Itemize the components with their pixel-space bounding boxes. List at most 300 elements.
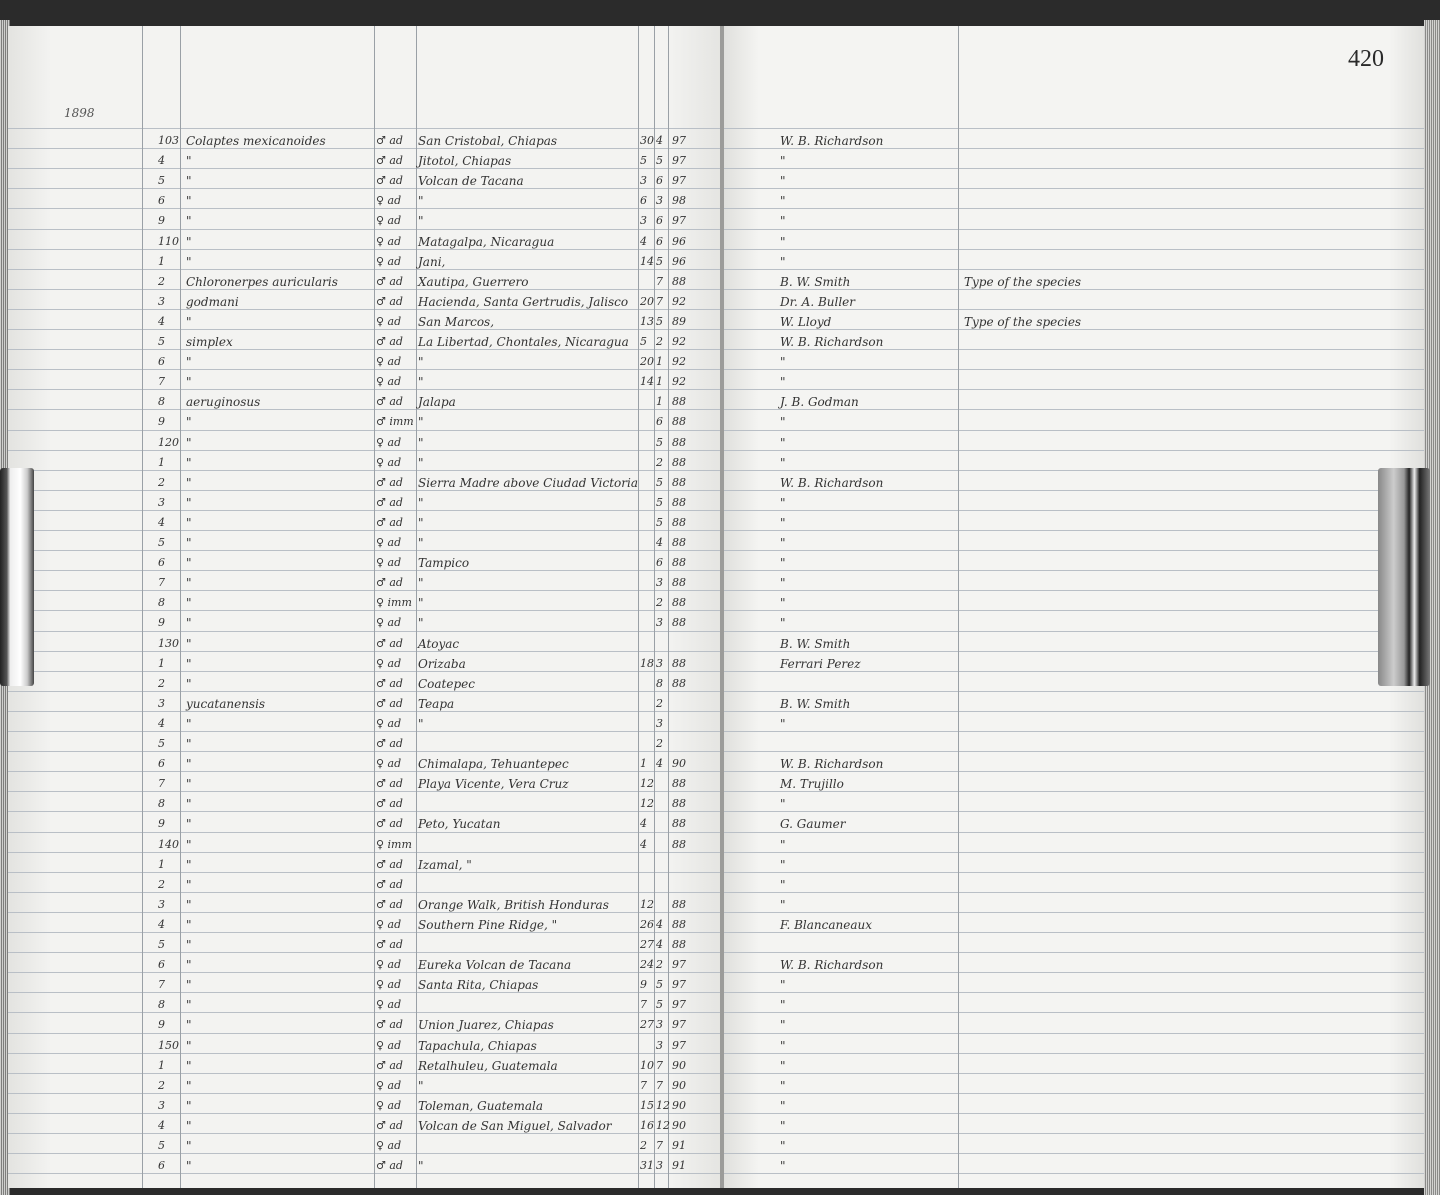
collector: " bbox=[780, 998, 786, 1013]
sex-age: ♀ ad bbox=[376, 616, 402, 630]
locality: Peto, Yucatan bbox=[418, 817, 501, 832]
entry-number: 1 bbox=[158, 254, 165, 268]
collector: " bbox=[780, 495, 786, 510]
entry-number: 9 bbox=[158, 415, 165, 429]
ruled-line bbox=[8, 128, 724, 129]
month: 6 bbox=[656, 234, 663, 248]
entry-number: 5 bbox=[158, 737, 165, 750]
collector: B. W. Smith bbox=[780, 696, 851, 711]
ruled-line bbox=[724, 570, 1424, 571]
ruled-line bbox=[8, 992, 724, 993]
ruled-line bbox=[8, 188, 724, 189]
sex-age: ♀ ad bbox=[376, 536, 402, 549]
sex-age: ♂ ad bbox=[376, 877, 403, 891]
entry-number: 6 bbox=[158, 194, 165, 208]
sex-age: ♂ ad bbox=[376, 938, 403, 951]
year-value: 88 bbox=[672, 556, 686, 570]
ruled-line bbox=[8, 510, 724, 511]
sex-age: ♂ ad bbox=[376, 335, 403, 348]
entry-number: 8 bbox=[158, 596, 165, 610]
locality: San Cristobal, Chiapas bbox=[418, 134, 558, 148]
entry-number: 6 bbox=[158, 1159, 165, 1173]
sex-age: ♀ ad bbox=[376, 556, 402, 570]
species-name: " bbox=[186, 415, 192, 430]
sex-age: ♀ ad bbox=[376, 375, 402, 389]
collector: " bbox=[780, 596, 786, 611]
entry-number: 7 bbox=[158, 576, 165, 590]
species-name: " bbox=[186, 1018, 192, 1033]
collector: W. B. Richardson bbox=[780, 475, 884, 490]
month: 1 bbox=[656, 395, 663, 409]
species-name: " bbox=[186, 576, 192, 591]
month: 3 bbox=[656, 194, 663, 208]
entry-number: 3 bbox=[158, 495, 165, 509]
locality: Tampico bbox=[418, 556, 470, 571]
year-value: 96 bbox=[672, 254, 686, 268]
year-value: 88 bbox=[672, 515, 686, 529]
collector: " bbox=[780, 234, 786, 249]
year-value: 88 bbox=[672, 917, 686, 931]
ruled-line bbox=[8, 148, 724, 149]
species-name: " bbox=[186, 214, 192, 229]
sex-age: ♂ ad bbox=[376, 897, 403, 911]
collector: " bbox=[780, 174, 786, 189]
locality: San Marcos, bbox=[418, 314, 495, 329]
ruled-line bbox=[724, 691, 1424, 692]
year-value: 88 bbox=[672, 274, 686, 288]
ruled-line bbox=[8, 369, 724, 370]
species-name: " bbox=[186, 375, 192, 390]
collector: " bbox=[780, 837, 786, 852]
species-name: " bbox=[186, 676, 192, 691]
year-value: 88 bbox=[672, 616, 686, 630]
ruled-line bbox=[724, 510, 1424, 511]
ruled-line bbox=[724, 992, 1424, 993]
ruled-line bbox=[724, 1053, 1424, 1054]
ruled-line bbox=[724, 791, 1424, 792]
column-rule bbox=[416, 26, 417, 1188]
locality: Toleman, Guatemala bbox=[418, 1098, 544, 1113]
species-name: " bbox=[186, 596, 192, 611]
collector: " bbox=[780, 194, 786, 209]
month: 6 bbox=[656, 214, 663, 228]
ruled-line bbox=[8, 1153, 724, 1154]
day: 27 bbox=[640, 1018, 654, 1032]
day: 4 bbox=[640, 234, 647, 248]
day: 26 bbox=[640, 917, 654, 931]
month: 3 bbox=[656, 1159, 663, 1173]
ruled-line bbox=[8, 671, 724, 672]
ruled-line bbox=[8, 1053, 724, 1054]
ruled-line bbox=[724, 188, 1424, 189]
page-number: 420 bbox=[1348, 46, 1384, 72]
ruled-line bbox=[724, 409, 1424, 410]
ruled-line bbox=[8, 249, 724, 250]
month: 3 bbox=[656, 616, 663, 630]
ruled-line bbox=[724, 389, 1424, 390]
ruled-line bbox=[724, 269, 1424, 270]
remark: Type of the species bbox=[964, 274, 1082, 289]
ruled-line bbox=[8, 309, 724, 310]
species-name: " bbox=[186, 1118, 192, 1133]
collector: W. B. Richardson bbox=[780, 335, 884, 349]
year-value: 97 bbox=[672, 174, 686, 188]
sex-age: ♀ ad bbox=[376, 1098, 402, 1112]
collector: " bbox=[780, 515, 786, 530]
species-name: " bbox=[186, 958, 192, 973]
sex-age: ♂ ad bbox=[376, 395, 403, 409]
year-value: 88 bbox=[672, 897, 686, 911]
month: 7 bbox=[656, 1058, 663, 1072]
ruled-line bbox=[8, 731, 724, 732]
sex-age: ♀ ad bbox=[376, 455, 402, 469]
collector: G. Gaumer bbox=[780, 817, 846, 832]
collector: " bbox=[780, 1018, 786, 1033]
species-name: " bbox=[186, 1159, 192, 1174]
month: 2 bbox=[656, 455, 663, 469]
column-rule bbox=[958, 26, 959, 1188]
collector: " bbox=[780, 1139, 786, 1153]
day: 9 bbox=[640, 978, 647, 992]
entry-number: 9 bbox=[158, 817, 165, 831]
collector: " bbox=[780, 214, 786, 229]
locality: " bbox=[418, 716, 424, 731]
sex-age: ♀ ad bbox=[376, 998, 402, 1012]
species-name: " bbox=[186, 254, 192, 269]
day: 12 bbox=[640, 897, 654, 911]
month: 5 bbox=[656, 998, 663, 1012]
sex-age: ♀ ad bbox=[376, 958, 402, 972]
sex-age: ♂ ad bbox=[376, 475, 403, 489]
entry-number: 7 bbox=[158, 375, 165, 389]
sex-age: ♀ ad bbox=[376, 254, 402, 268]
day: 12 bbox=[640, 777, 654, 791]
entry-number: 6 bbox=[158, 355, 165, 369]
sex-age: ♂ ad bbox=[376, 134, 403, 147]
year-value: 90 bbox=[672, 757, 686, 771]
year-value: 91 bbox=[672, 1139, 686, 1152]
locality: Tapachula, Chiapas bbox=[418, 1038, 537, 1053]
day: 24 bbox=[640, 958, 654, 972]
species-name: " bbox=[186, 917, 192, 932]
month: 5 bbox=[656, 515, 663, 529]
entry-number: 5 bbox=[158, 1139, 165, 1152]
day: 5 bbox=[640, 335, 647, 348]
left-page bbox=[8, 26, 724, 1188]
ruled-line bbox=[724, 771, 1424, 772]
sex-age: ♀ ad bbox=[376, 355, 402, 369]
locality: " bbox=[418, 455, 424, 470]
year-value: 88 bbox=[672, 797, 686, 811]
collector: " bbox=[780, 897, 786, 912]
ruled-line bbox=[8, 349, 724, 350]
day: 10 bbox=[640, 1058, 654, 1072]
month: 8 bbox=[656, 676, 663, 690]
sex-age: ♂ ad bbox=[376, 576, 403, 590]
day: 3 bbox=[640, 174, 647, 188]
sex-age: ♂ ad bbox=[376, 817, 403, 831]
species-name: " bbox=[186, 355, 192, 370]
year-value: 90 bbox=[672, 1078, 686, 1092]
entry-number: 1 bbox=[158, 857, 165, 871]
sex-age: ♂ ad bbox=[376, 1058, 403, 1072]
species-name: godmani bbox=[186, 294, 239, 309]
ruled-line bbox=[8, 972, 724, 973]
sex-age: ♂ ad bbox=[376, 294, 403, 308]
year-value: 90 bbox=[672, 1118, 686, 1132]
year-value: 88 bbox=[672, 777, 686, 791]
year-value: 97 bbox=[672, 1038, 686, 1052]
collector: F. Blancaneaux bbox=[780, 917, 872, 932]
ruled-line bbox=[8, 952, 724, 953]
species-name: " bbox=[186, 515, 192, 530]
year-value: 88 bbox=[672, 817, 686, 831]
year-value: 88 bbox=[672, 435, 686, 449]
year-value: 88 bbox=[672, 455, 686, 469]
ruled-line bbox=[8, 530, 724, 531]
species-name: " bbox=[186, 314, 192, 329]
ruled-line bbox=[8, 389, 724, 390]
collector: " bbox=[780, 536, 786, 550]
species-name: " bbox=[186, 556, 192, 571]
sex-age: ♂ imm bbox=[376, 415, 414, 429]
day: 7 bbox=[640, 1078, 647, 1092]
month: 4 bbox=[656, 757, 663, 771]
ruled-line bbox=[724, 932, 1424, 933]
entry-number: 2 bbox=[158, 274, 165, 288]
ruled-line bbox=[8, 872, 724, 873]
binder-clip-right bbox=[1378, 468, 1430, 686]
entry-number: 1 bbox=[158, 1058, 165, 1072]
locality: " bbox=[418, 194, 424, 209]
entry-number: 8 bbox=[158, 395, 165, 409]
day: 18 bbox=[640, 656, 654, 670]
year-value: 88 bbox=[672, 938, 686, 951]
collector: " bbox=[780, 455, 786, 470]
year-value: 92 bbox=[672, 355, 686, 369]
day: 14 bbox=[640, 375, 654, 389]
entry-number: 140 bbox=[158, 837, 179, 851]
species-name: " bbox=[186, 636, 192, 651]
entry-number: 8 bbox=[158, 797, 165, 811]
sex-age: ♂ ad bbox=[376, 495, 403, 509]
locality: " bbox=[418, 355, 424, 370]
day: 2 bbox=[640, 1139, 647, 1152]
species-name: " bbox=[186, 495, 192, 510]
month: 2 bbox=[656, 958, 663, 972]
sex-age: ♂ ad bbox=[376, 1159, 403, 1173]
entry-number: 7 bbox=[158, 777, 165, 791]
entry-number: 150 bbox=[158, 1038, 179, 1052]
ruled-line bbox=[724, 128, 1424, 129]
ruled-line bbox=[8, 711, 724, 712]
month: 4 bbox=[656, 938, 663, 951]
month: 2 bbox=[656, 596, 663, 610]
sex-age: ♂ ad bbox=[376, 676, 403, 690]
year-value: 89 bbox=[672, 314, 686, 328]
species-name: " bbox=[186, 435, 192, 450]
collector: " bbox=[780, 355, 786, 370]
ruled-line bbox=[8, 470, 724, 471]
locality: Volcan de San Miguel, Salvador bbox=[418, 1118, 612, 1133]
collector: " bbox=[780, 576, 786, 591]
entry-number: 2 bbox=[158, 877, 165, 891]
sex-age: ♂ ad bbox=[376, 636, 403, 650]
year-heading: 1898 bbox=[64, 106, 95, 120]
year-value: 88 bbox=[672, 676, 686, 690]
species-name: Chloronerpes auricularis bbox=[186, 274, 338, 289]
ruled-line bbox=[724, 952, 1424, 953]
ruled-line bbox=[8, 751, 724, 752]
year-value: 98 bbox=[672, 194, 686, 208]
collector: W. Lloyd bbox=[780, 314, 832, 329]
month: 12 bbox=[656, 1118, 670, 1132]
locality: " bbox=[418, 576, 424, 591]
locality: Coatepec bbox=[418, 676, 475, 691]
locality: Jani, bbox=[418, 254, 446, 269]
species-name: " bbox=[186, 877, 192, 892]
ruled-line bbox=[724, 349, 1424, 350]
entry-number: 5 bbox=[158, 536, 165, 549]
entry-number: 103 bbox=[158, 134, 179, 147]
year-value: 97 bbox=[672, 134, 686, 147]
ruled-line bbox=[724, 1153, 1424, 1154]
locality: Sierra Madre above Ciudad Victoria bbox=[418, 475, 639, 490]
day: 15 bbox=[640, 1098, 654, 1112]
month: 7 bbox=[656, 1078, 663, 1092]
sex-age: ♂ ad bbox=[376, 154, 403, 168]
locality: " bbox=[418, 415, 424, 430]
ruled-line bbox=[8, 289, 724, 290]
entry-number: 9 bbox=[158, 616, 165, 630]
ruled-line bbox=[724, 450, 1424, 451]
year-value: 97 bbox=[672, 958, 686, 972]
sex-age: ♀ ad bbox=[376, 214, 402, 228]
month: 2 bbox=[656, 335, 663, 348]
sex-age: ♂ ad bbox=[376, 1018, 403, 1032]
year-value: 97 bbox=[672, 1018, 686, 1032]
ruled-line bbox=[724, 168, 1424, 169]
species-name: " bbox=[186, 1038, 192, 1053]
collector: " bbox=[780, 375, 786, 390]
month: 3 bbox=[656, 656, 663, 670]
collector: " bbox=[780, 1038, 786, 1053]
day: 20 bbox=[640, 355, 654, 369]
entry-number: 3 bbox=[158, 897, 165, 911]
sex-age: ♀ ad bbox=[376, 1139, 402, 1152]
entry-number: 6 bbox=[158, 556, 165, 570]
year-value: 88 bbox=[672, 495, 686, 509]
entry-number: 9 bbox=[158, 214, 165, 228]
right-page bbox=[724, 26, 1424, 1188]
species-name: " bbox=[186, 938, 192, 952]
ruled-line bbox=[724, 1093, 1424, 1094]
ruled-line bbox=[8, 912, 724, 913]
month: 4 bbox=[656, 917, 663, 931]
year-value: 88 bbox=[672, 475, 686, 489]
ruled-line bbox=[8, 168, 724, 169]
remark: Type of the species bbox=[964, 314, 1082, 329]
year-value: 91 bbox=[672, 1159, 686, 1173]
entry-number: 6 bbox=[158, 958, 165, 972]
entry-number: 2 bbox=[158, 676, 165, 690]
locality: Jalapa bbox=[418, 395, 456, 410]
locality: " bbox=[418, 515, 424, 530]
sex-age: ♀ ad bbox=[376, 194, 402, 208]
year-value: 88 bbox=[672, 837, 686, 851]
column-rule bbox=[142, 26, 143, 1188]
species-name: " bbox=[186, 1078, 192, 1093]
collector: " bbox=[780, 556, 786, 571]
year-value: 92 bbox=[672, 294, 686, 308]
year-value: 88 bbox=[672, 395, 686, 409]
ruled-line bbox=[8, 490, 724, 491]
entry-number: 130 bbox=[158, 636, 179, 650]
day: 14 bbox=[640, 254, 654, 268]
collector: Ferrari Perez bbox=[780, 656, 861, 671]
column-rule bbox=[638, 26, 639, 1188]
locality: " bbox=[418, 1159, 424, 1174]
collector: W. B. Richardson bbox=[780, 958, 884, 973]
locality: Orizaba bbox=[418, 656, 466, 671]
locality: Retalhuleu, Guatemala bbox=[418, 1058, 558, 1073]
sex-age: ♂ ad bbox=[376, 737, 403, 750]
collector: W. B. Richardson bbox=[780, 134, 884, 148]
species-name: " bbox=[186, 194, 192, 209]
sex-age: ♀ ad bbox=[376, 917, 402, 931]
ruled-line bbox=[724, 892, 1424, 893]
collector: " bbox=[780, 797, 786, 812]
collector: " bbox=[780, 254, 786, 269]
month: 7 bbox=[656, 274, 663, 288]
month: 7 bbox=[656, 1139, 663, 1152]
locality: " bbox=[418, 536, 424, 550]
collector: " bbox=[780, 435, 786, 450]
ruled-line bbox=[724, 369, 1424, 370]
species-name: " bbox=[186, 716, 192, 731]
ruled-line bbox=[8, 771, 724, 772]
species-name: " bbox=[186, 1058, 192, 1073]
day: 7 bbox=[640, 998, 647, 1012]
year-value: 92 bbox=[672, 335, 686, 348]
locality: Jitotol, Chiapas bbox=[418, 154, 512, 169]
month: 5 bbox=[656, 978, 663, 992]
sex-age: ♀ imm bbox=[376, 837, 412, 851]
ruled-line bbox=[724, 852, 1424, 853]
sex-age: ♀ ad bbox=[376, 656, 402, 670]
ruled-line bbox=[8, 852, 724, 853]
ruled-line bbox=[724, 811, 1424, 812]
month: 4 bbox=[656, 536, 663, 549]
ruled-line bbox=[8, 932, 724, 933]
ruled-line bbox=[724, 289, 1424, 290]
day: 27 bbox=[640, 938, 654, 951]
species-name: " bbox=[186, 1098, 192, 1113]
collector: " bbox=[780, 1078, 786, 1093]
ruled-line bbox=[8, 1093, 724, 1094]
ruled-line bbox=[8, 1073, 724, 1074]
entry-number: 2 bbox=[158, 475, 165, 489]
sex-age: ♀ ad bbox=[376, 757, 402, 771]
species-name: " bbox=[186, 897, 192, 912]
ruled-line bbox=[724, 1133, 1424, 1134]
entry-number: 9 bbox=[158, 1018, 165, 1032]
year-value: 88 bbox=[672, 415, 686, 429]
locality: " bbox=[418, 616, 424, 631]
entry-number: 4 bbox=[158, 716, 165, 730]
species-name: simplex bbox=[186, 335, 233, 349]
day: 4 bbox=[640, 837, 647, 851]
